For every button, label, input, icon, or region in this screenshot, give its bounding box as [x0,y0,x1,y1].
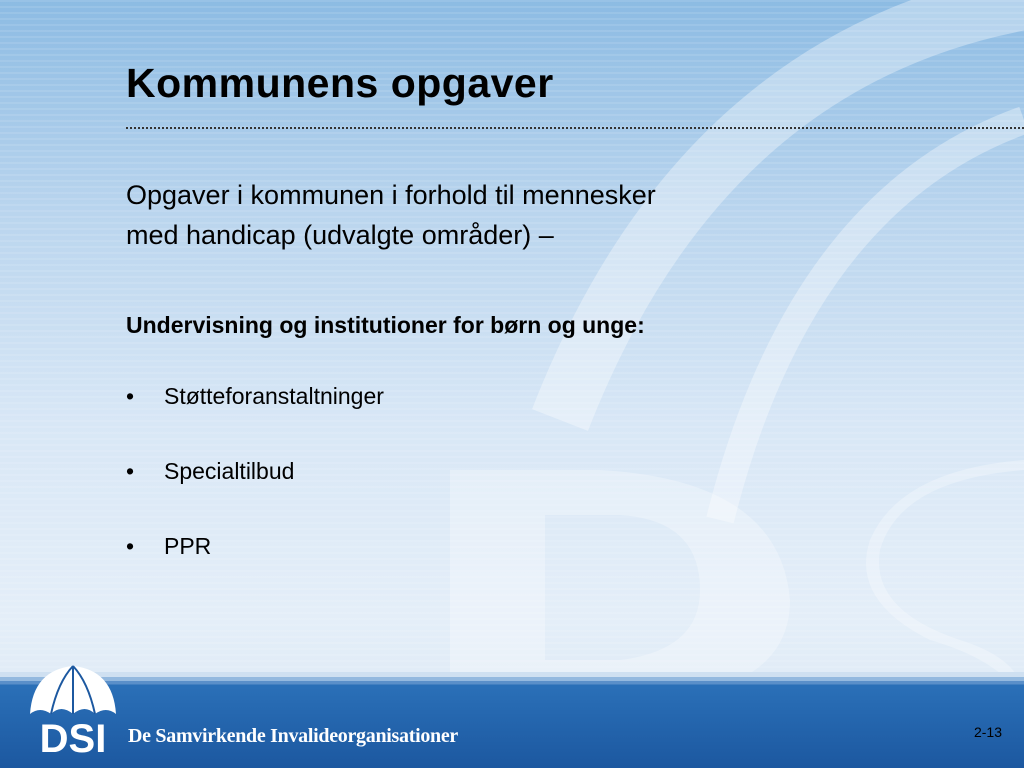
bullet-marker: • [126,533,135,559]
bullet-marker: • [126,383,135,409]
footer-stripes [0,672,1024,688]
intro-line-1: Opgaver i kommunen i forhold til mennesker [126,180,656,210]
bullet-marker: • [126,458,135,484]
bullet-text: Støtteforanstaltninger [164,383,384,409]
list-item [126,458,384,533]
dsi-logo-icon [18,662,128,762]
organization-name: De Samvirkende Invalideorganisationer [128,725,459,747]
intro-text [126,175,846,255]
bullet-text: Specialtilbud [164,458,295,484]
page-number: 2-13 [973,724,1002,740]
title-divider [126,127,1024,129]
list-item [126,533,384,608]
slide-title: Kommunens opgaver [126,60,554,106]
bullet-list [126,383,384,608]
list-item [126,383,384,458]
intro-line-2: med handicap (udvalgte områder) – [126,220,554,250]
bullet-text: PPR [164,533,212,559]
logo-text: DSI [39,717,107,761]
section-heading: Undervisning og institutioner for børn og unge: [126,312,645,338]
